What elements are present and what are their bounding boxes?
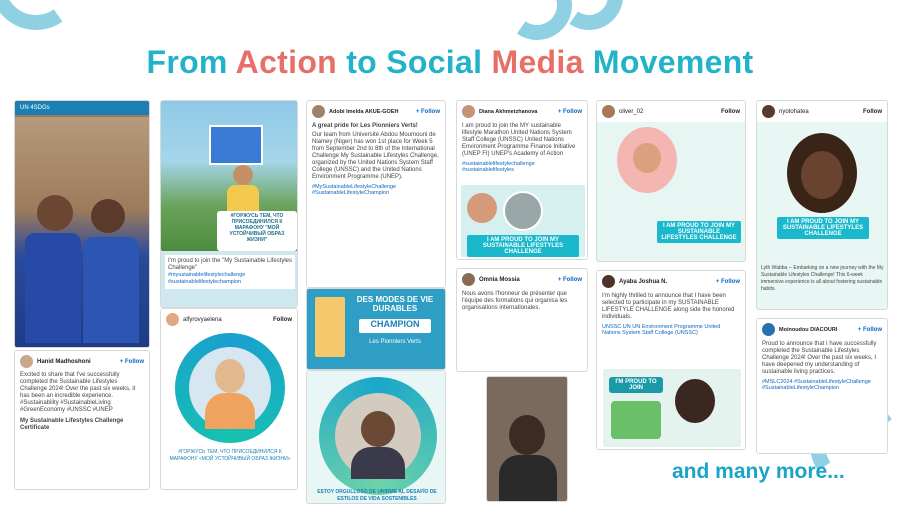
portrait-face	[361, 411, 395, 447]
follow-button[interactable]: + Follow	[415, 108, 440, 115]
post-3-badge[interactable]	[306, 288, 446, 370]
post-5-body: I am proud to join the MY sustainable lifestyle Marathon United Nations System Staff College (UNSSC) United Nations Environment Programme Finance Initiative (UNEP FI) UNEP's Academy of Action	[462, 123, 576, 157]
post-6-author: Omnia Mossia	[479, 276, 520, 283]
post-6-linkedin[interactable]	[456, 268, 588, 372]
page-headline	[0, 44, 900, 81]
post-7-author: oliver_02	[619, 108, 644, 115]
person-left	[37, 195, 73, 231]
post-3-author-row	[307, 101, 445, 122]
post-6-author-row	[457, 269, 587, 290]
post-5-hashtags: #sustainablelifestylechallenge #sustainablelifestyles	[462, 161, 535, 173]
post-8-linkedin[interactable]	[596, 270, 746, 450]
hijab-portrait	[617, 127, 677, 193]
plant-graphic	[611, 401, 661, 439]
post-8-body: I'm highly thrilled to announce that I have been selected to participate in my SUSTAINABLE LIFESTYLE CHALLENGE along side the honored individuals.	[602, 293, 735, 320]
post-2-profile-name: alfyrovyaelena	[183, 316, 222, 323]
banner-line-3: МАРАФОНУ "МОЙ УСТОЙЧИВЫЙ ОБРАЗ ЖИЗНИ"	[229, 225, 285, 243]
post-8-author-row	[597, 271, 745, 292]
badge-team: Les Pionniers Verts	[369, 339, 421, 345]
headline-part-3: Movement	[583, 44, 754, 80]
portrait-body	[351, 447, 405, 479]
portrait-bg	[335, 393, 421, 479]
post-3-body: Our team from Université Abdou Moumouni de Niamey (Niger) has won 1st place for Week 5 from September 2nd to 8th of the International Challenge My Sustainable Lifestyles Challenge, organized by the United Nations System Staff College (UNSSC) and the United Nations Environment Programme (UNEP).	[312, 132, 439, 180]
post-2-hashtags: #myustainablelifestylechallenge #sustainablelifestylechampion	[168, 272, 246, 285]
post-4-ring	[319, 377, 437, 495]
post-1-body: Excited to share that I've successfully completed the Sustainable Lifestyles Challenge 2024! Over the past six weeks, it has been an incredible experience. #Sustainability #SustainableLiving #GreenEconomy #UNSSC #UNEP	[20, 372, 136, 413]
post-10-hashtags: #MSLC2024 #SustainableLifestyleChallenge #SustainableLifestyleChampion	[762, 379, 871, 391]
post-2-profile[interactable]	[160, 308, 298, 490]
post-8-ribbon: I'M PROUD TO JOIN	[609, 377, 663, 393]
and-many-more-text: and many more...	[672, 460, 845, 483]
badge-title: DES MODES DE VIE DURABLES	[356, 295, 434, 313]
post-5-linkedin[interactable]	[456, 100, 588, 260]
person-right-body	[83, 237, 139, 343]
post-4-ring-text: ESTOY ORGULLOSO DE UNIRME AL DESAFÍO DE ESTILOS DE VIDA SOSTENIBLES	[317, 489, 437, 502]
post-1-footer: My Sustainable Lifestyles Challenge Certificate	[20, 418, 124, 431]
post-4-frame[interactable]	[306, 370, 446, 504]
portrait-body	[205, 393, 255, 429]
post-10-author: Moinoudou DIACOURI	[779, 326, 838, 333]
follow-button[interactable]: + Follow	[715, 278, 740, 285]
post-2-ring-text: #ГОРЖУСЬ ТЕМ, ЧТО ПРИСОЕДИНИЛСЯ К МАРАФОНУ «МОЙ УСТОЙЧИВЫЙ ОБРАЗ ЖИЗНИ»	[169, 449, 291, 462]
post-2-banner	[217, 211, 297, 251]
avatar	[602, 275, 615, 288]
follow-button[interactable]: + Follow	[857, 326, 882, 333]
post-5-author-row	[457, 101, 587, 122]
post-2-ring	[175, 333, 285, 443]
post-5-author: Diana Akhmetzhanova	[479, 108, 538, 115]
person-head	[233, 165, 253, 185]
badge-champion: CHAMPION	[359, 319, 431, 333]
avatar	[312, 105, 325, 118]
post-5-image	[461, 185, 585, 257]
banner-line-1: #ГОРЖУСЬ ТЕМ, ЧТО	[230, 213, 284, 219]
follow-button[interactable]: + Follow	[557, 276, 582, 283]
post-2-instagram[interactable]	[160, 100, 298, 308]
post-1-photo	[15, 117, 150, 348]
post-3-author: Adobi Imelda AKUE-GOEH	[329, 108, 399, 115]
post-1-author-row	[15, 351, 149, 372]
post-1-header-text: UN 4SDGs	[20, 105, 50, 111]
post-2-caption-box	[165, 255, 295, 289]
avatar	[602, 105, 615, 118]
post-2-caption: I'm proud to join the "My Sustainable Lifestyles Challenge"	[168, 258, 293, 271]
follow-button[interactable]: Follow	[273, 316, 292, 323]
post-10-body: Proud to announce that I have successfully completed the Sustainable Lifestyles Challenge 2024! Over the past six weeks, I have deepened my understanding of sustainable living practices.	[762, 341, 877, 375]
avatar	[462, 273, 475, 286]
post-8-author: Ayaba Joshua N.	[619, 278, 668, 285]
portrait-face	[467, 193, 497, 223]
banner-line-2: ПРИСОЕДИНИЛСЯ К	[231, 219, 283, 225]
post-1-header	[15, 101, 149, 115]
portrait-face	[633, 143, 661, 173]
avatar	[462, 105, 475, 118]
post-1-author: Hanid Madhoshoni	[37, 358, 91, 365]
post-9-header	[757, 101, 887, 122]
post-9-body: Lyth Wabba -- Embarking on a new journey with the My Sustainable Lifestyles Challenge! This 6-week immersive experience is all about fostering sustainable habits.	[761, 265, 884, 292]
post-6-body: Nous avons l'honneur de présenter que l'équipe des formations qui organisa les organisations internationales.	[462, 291, 568, 311]
post-8-orgs: UNSSC UN UN Environment Programme United Nations System Staff College (UNSSC)	[602, 324, 721, 336]
headline-part-1: From	[146, 44, 236, 80]
post-7-header	[597, 101, 745, 122]
headline-accent-media: Media	[491, 44, 584, 80]
speaker-body	[499, 455, 557, 502]
avatar	[762, 105, 775, 118]
post-10-author-row	[757, 319, 887, 340]
portrait-hair	[787, 133, 857, 213]
post-9-author: nyotohatea	[779, 108, 809, 115]
post-10-linkedin[interactable]	[756, 318, 888, 454]
portrait-face	[675, 379, 715, 423]
person-left-body	[25, 233, 81, 343]
badge-cert-left	[315, 297, 345, 357]
post-3-intro: A great pride for Les Pionniers Verts!	[312, 123, 418, 129]
post-6-video[interactable]	[486, 376, 568, 502]
post-1-linkedin[interactable]	[14, 350, 150, 490]
portrait-face	[215, 359, 245, 393]
post-1-instagram[interactable]	[14, 100, 150, 348]
un-emblem-icon	[503, 191, 543, 231]
post-9-caption: I AM PROUD TO JOIN MY SUSTAINABLE LIFESTYLES CHALLENGE	[777, 217, 869, 239]
post-9-instagram[interactable]	[756, 100, 888, 310]
portrait-face	[801, 151, 843, 199]
follow-button[interactable]: Follow	[721, 108, 740, 115]
avatar	[20, 355, 33, 368]
post-7-caption: I AM PROUD TO JOIN MY SUSTAINABLE LIFESTYLES CHALLENGE	[657, 221, 741, 243]
post-7-instagram[interactable]	[596, 100, 746, 262]
avatar	[166, 313, 179, 326]
portrait-bg	[189, 347, 271, 429]
speaker-face	[509, 415, 545, 455]
post-5-caption: I AM PROUD TO JOIN MY SUSTAINABLE LIFESTYLES CHALLENGE	[467, 235, 579, 257]
post-3-hashtags: #MySustainableLifestyleChallenge #SustainableLifestyleChampion	[312, 184, 397, 196]
person-right	[91, 199, 125, 233]
avatar	[762, 323, 775, 336]
quote-arc-left	[0, 0, 89, 37]
post-2-profile-row	[161, 309, 297, 330]
follow-button[interactable]: + Follow	[557, 108, 582, 115]
follow-button[interactable]: Follow	[863, 108, 882, 115]
sign-board	[209, 125, 263, 165]
follow-button[interactable]: + Follow	[119, 358, 144, 365]
post-8-image	[603, 369, 741, 447]
headline-accent-action: Action	[235, 44, 338, 80]
post-3-linkedin[interactable]	[306, 100, 446, 288]
headline-part-2: to Social	[337, 44, 492, 80]
